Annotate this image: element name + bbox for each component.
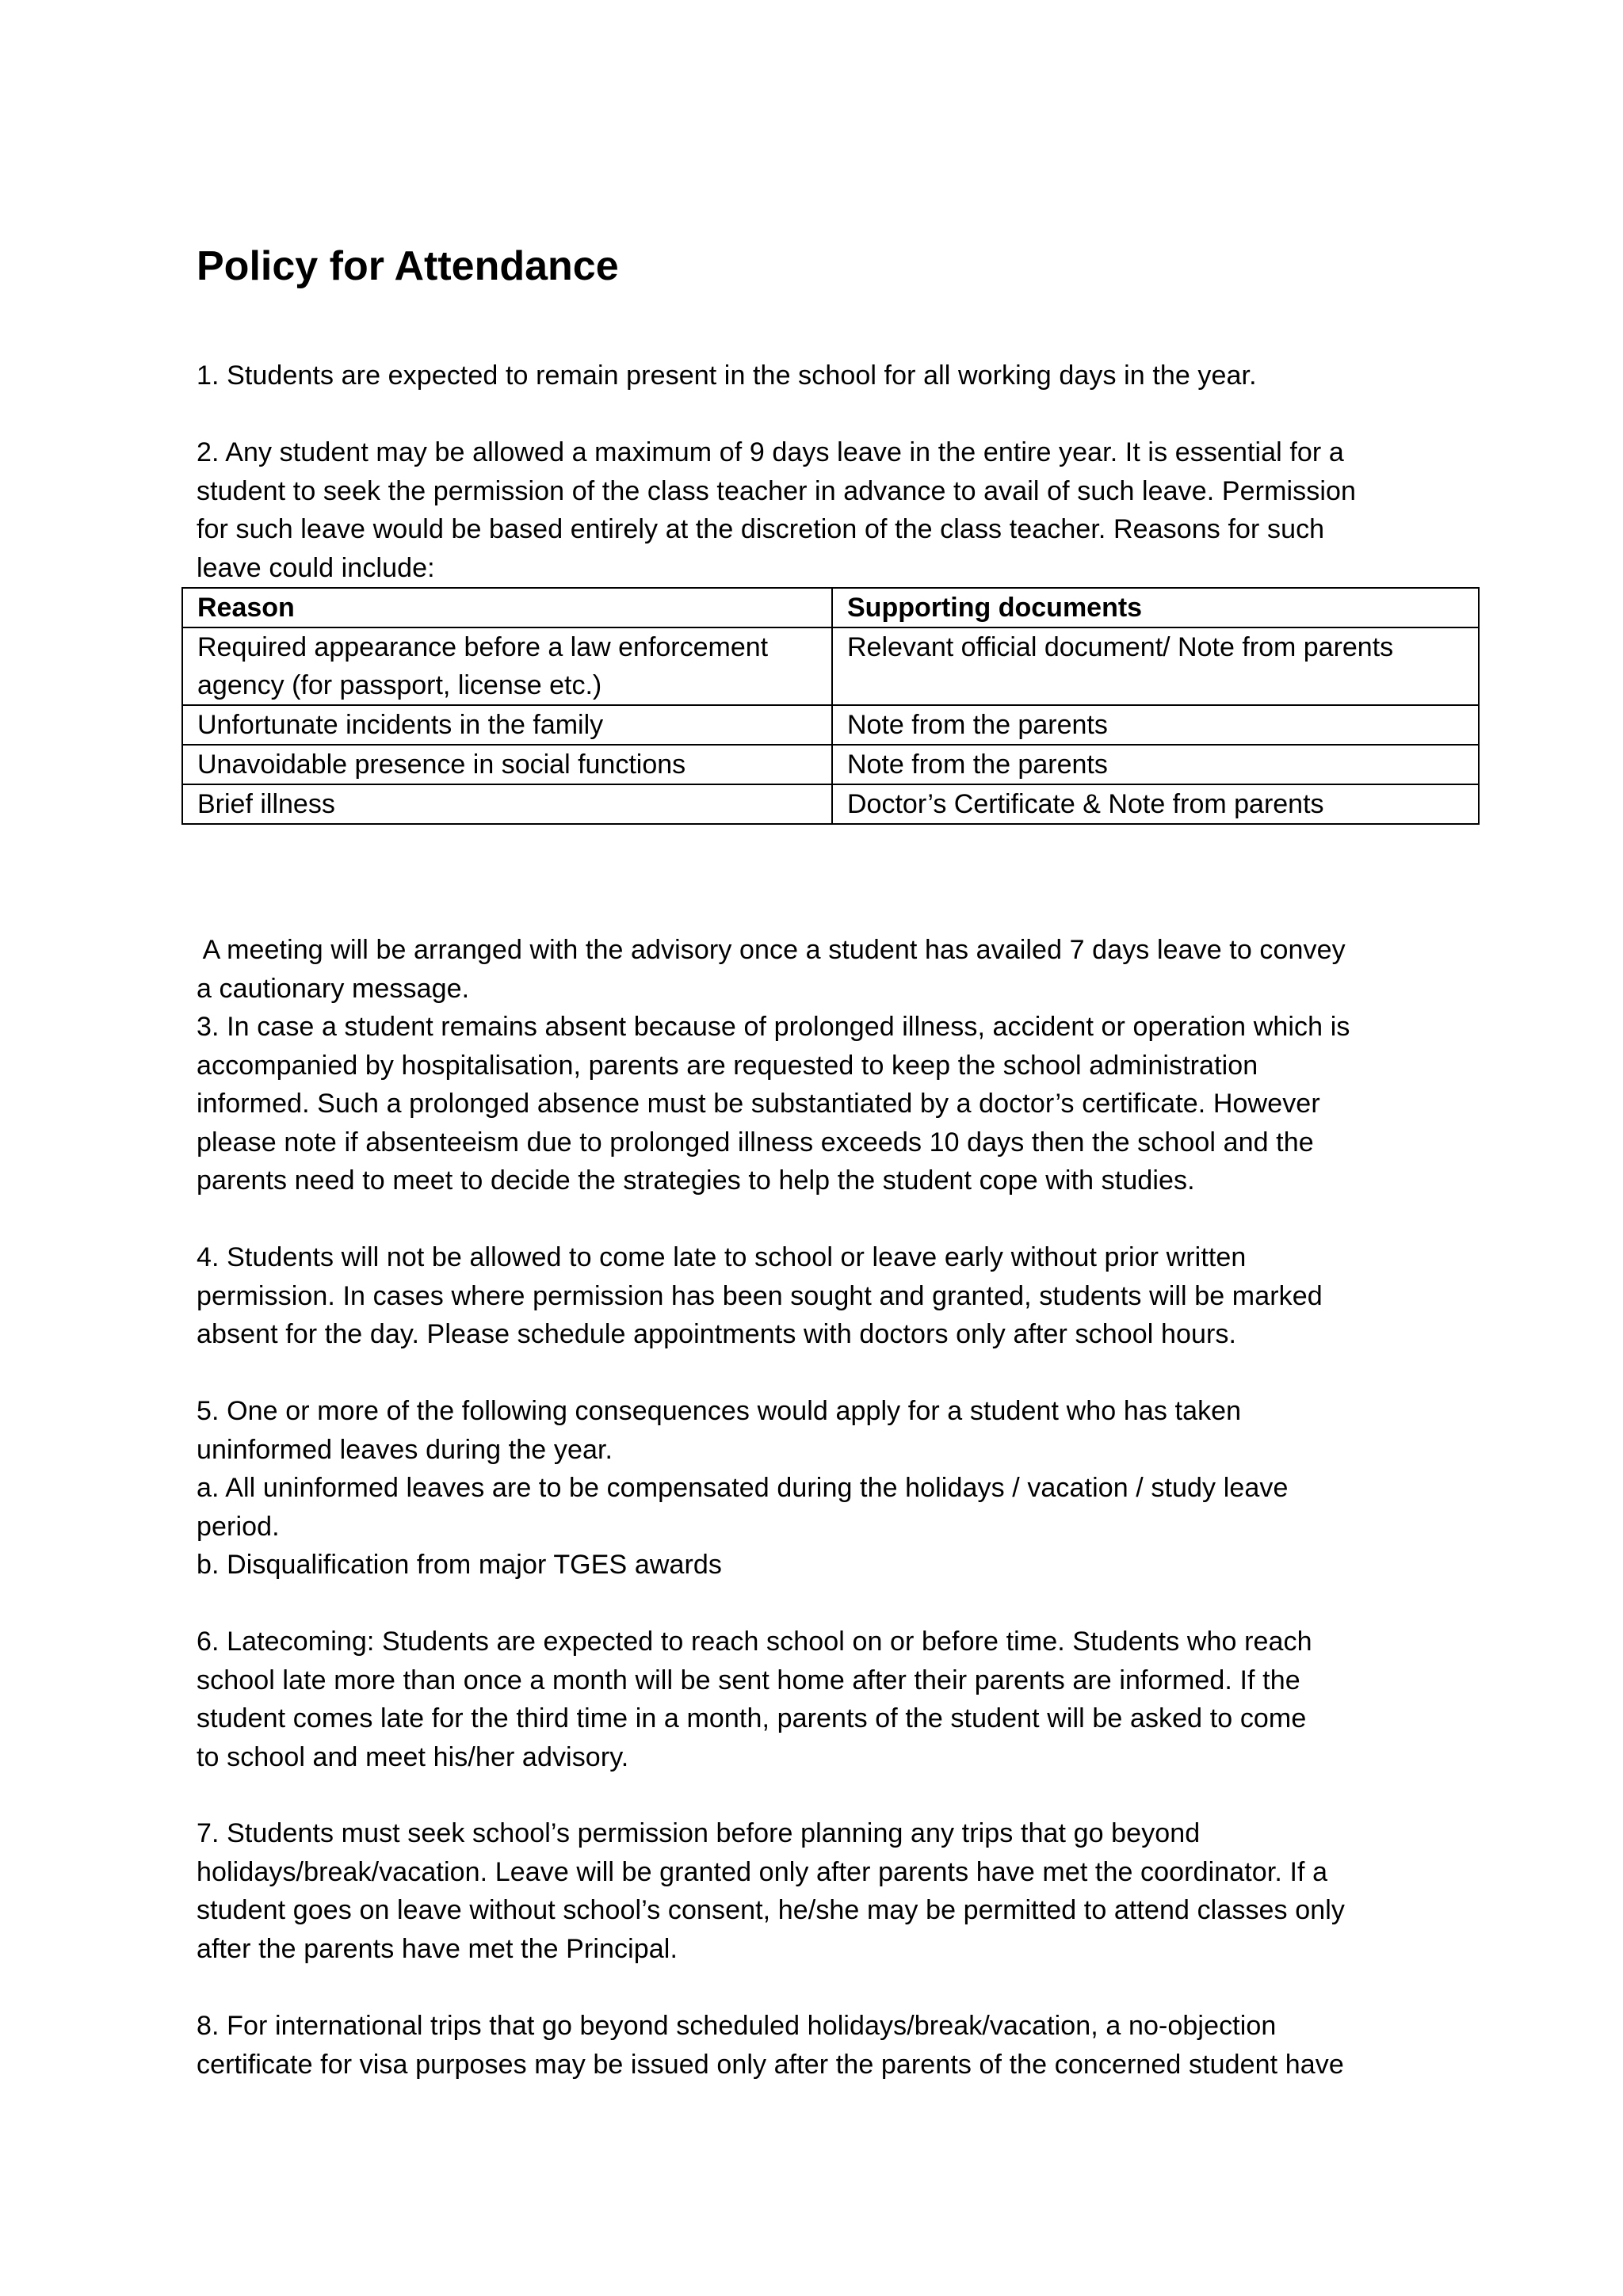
text-line: 2. Any student may be allowed a maximum of 9 days leave in the entire year. It is essential for a — [197, 437, 1344, 467]
text-line: accompanied by hospitalisation, parents are requested to keep the school administration — [197, 1050, 1258, 1081]
policy-item-6 — [197, 1623, 1496, 1776]
text-line: 5. One or more of the following consequences would apply for a student who has taken — [197, 1396, 1242, 1426]
text-line: 1. Students are expected to remain present in the school for all working days in the year. — [197, 360, 1257, 391]
reason-cell — [182, 627, 832, 705]
reason-cell: Unfortunate incidents in the family — [182, 705, 832, 745]
documents-cell: Note from the parents — [832, 705, 1479, 745]
text-line: for such leave would be based entirely at the discretion of the class teacher. Reasons for such — [197, 514, 1325, 544]
text-line: a cautionary message. — [197, 973, 470, 1004]
text-line: please note if absenteeism due to prolonged illness exceeds 10 days then the school and the — [197, 1127, 1314, 1158]
reason-cell: Unavoidable presence in social functions — [182, 745, 832, 784]
text-line: period. — [197, 1511, 280, 1542]
text-line: to school and meet his/her advisory. — [197, 1741, 629, 1772]
text-line: student comes late for the third time in a month, parents of the student will be asked to come — [197, 1703, 1307, 1733]
text-line: 4. Students will not be allowed to come late to school or leave early without prior written — [197, 1242, 1247, 1272]
policy-item-7 — [197, 1814, 1496, 1968]
text-line: Required appearance before a law enforcement — [197, 632, 769, 662]
text-line: uninformed leaves during the year. — [197, 1434, 613, 1465]
documents-cell: Note from the parents — [832, 745, 1479, 784]
leave-reasons-table — [181, 587, 1480, 825]
text-line: A meeting will be arranged with the advisory once a student has availed 7 days leave to convey — [197, 935, 1346, 965]
column-header-reason: Reason — [182, 588, 832, 627]
policy-item-2 — [197, 433, 1496, 587]
text-line: agency (for passport, license etc.) — [197, 670, 602, 700]
policy-item-1 — [197, 357, 1496, 395]
column-header-supporting-documents: Supporting documents — [832, 588, 1479, 627]
text-line: leave could include: — [197, 552, 435, 583]
text-line: 6. Latecoming: Students are expected to reach school on or before time. Students who reach — [197, 1627, 1312, 1657]
page-title: Policy for Attendance — [197, 243, 619, 289]
text-line: informed. Such a prolonged absence must be substantiated by a doctor’s certificate. However — [197, 1089, 1320, 1119]
documents-cell: Doctor’s Certificate & Note from parents — [832, 784, 1479, 824]
table-row — [182, 705, 1479, 745]
text-line: 7. Students must seek school’s permission before planning any trips that go beyond — [197, 1818, 1201, 1848]
text-line: holidays/break/vacation. Leave will be granted only after parents have met the coordinator. If a — [197, 1856, 1328, 1887]
policy-item-8 — [197, 2007, 1496, 2084]
reason-cell: Brief illness — [182, 784, 832, 824]
documents-cell: Relevant official document/ Note from parents — [832, 627, 1479, 705]
text-line: student to seek the permission of the class teacher in advance to avail of such leave. Permission — [197, 475, 1357, 506]
text-line: 8. For international trips that go beyond scheduled holidays/break/vacation, a no-objection — [197, 2011, 1277, 2041]
text-line: a. All uninformed leaves are to be compensated during the holidays / vacation / study leave — [197, 1473, 1289, 1503]
table-row — [182, 784, 1479, 824]
table-row — [182, 745, 1479, 784]
text-line: after the parents have met the Principal. — [197, 1933, 678, 1964]
text-line: parents need to meet to decide the strategies to help the student cope with studies. — [197, 1165, 1195, 1196]
text-line: b. Disqualification from major TGES awards — [197, 1550, 723, 1580]
text-line: school late more than once a month will be sent home after their parents are informed. If the — [197, 1665, 1300, 1695]
policy-item-meeting-and-3 — [197, 931, 1496, 1200]
policy-item-5 — [197, 1392, 1496, 1585]
table-row — [182, 627, 1479, 705]
text-line: permission. In cases where permission has been sought and granted, students will be marked — [197, 1280, 1323, 1311]
table-header-row — [182, 588, 1479, 627]
text-line: absent for the day. Please schedule appointments with doctors only after school hours. — [197, 1319, 1237, 1349]
policy-item-4 — [197, 1238, 1496, 1354]
text-line: certificate for visa purposes may be issued only after the parents of the concerned student have — [197, 2049, 1344, 2080]
text-line: 3. In case a student remains absent because of prolonged illness, accident or operation which is — [197, 1012, 1350, 1042]
text-line: student goes on leave without school’s consent, he/she may be permitted to attend classes only — [197, 1895, 1345, 1925]
